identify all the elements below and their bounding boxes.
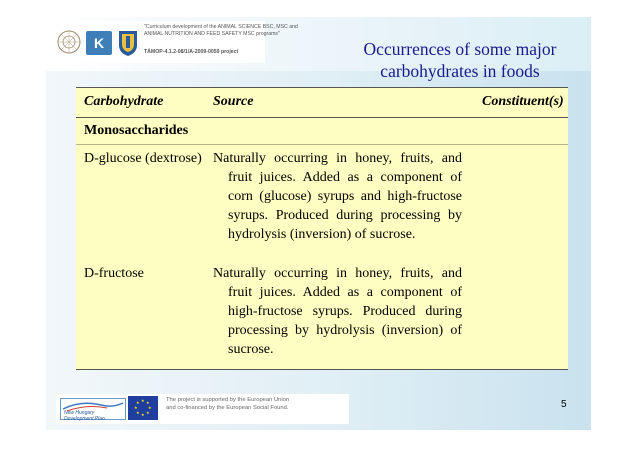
row-carbohydrate-glucose: D-glucose (dextrose) [84, 151, 202, 166]
section-title: Monosaccharides [84, 123, 189, 138]
project-description: "Curriculum development of the ANIMAL SCIENCE BSC, MSC and ANIMAL NUTRITION AND FEED SAFETY MSC programs" [144, 24, 298, 37]
table-bottom-border [76, 369, 568, 370]
row-carbohydrate-fructose: D-fructose [84, 266, 144, 281]
new-hungary-tagline: New Hungary Development Plan [64, 410, 105, 422]
k-logo-icon: K [86, 31, 112, 55]
carbohydrate-table [76, 87, 568, 370]
table-header-row [76, 88, 568, 118]
slide-title: Occurrences of some major carbohydrates in foods [363, 39, 557, 81]
row-source-fructose: Naturally occurring in honey, fruits, and fruit juices. Added as a component of high-fructose syrups. Produced during processing by hydrolysis (inversion) of sucrose. [213, 266, 462, 357]
university-emblem-icon [55, 25, 83, 59]
header-constituent: Constituent(s) [482, 94, 564, 109]
eu-flag-icon: ★ ★ ★ ★ ★ ★ ★ ★ [128, 396, 158, 420]
crest-icon [117, 25, 139, 59]
page-number: 5 [561, 399, 567, 410]
header-carbohydrate: Carbohydrate [84, 94, 164, 109]
project-code: TÁMOP-4.1.2-08/1/A-2009-0059 project [144, 49, 239, 55]
section-divider [76, 144, 568, 145]
funding-statement: The project is supported by the European Union and co-financed by the European Social Found. [166, 397, 290, 411]
new-hungary-logo [60, 398, 126, 420]
header-source: Source [213, 94, 254, 109]
row-source-glucose: Naturally occurring in honey, fruits, and fruit juices. Added as a component of corn (glucose) syrups and high-fructose syrups. Produced during processing by hydrolysis (inversion) of sucrose. [213, 151, 462, 242]
